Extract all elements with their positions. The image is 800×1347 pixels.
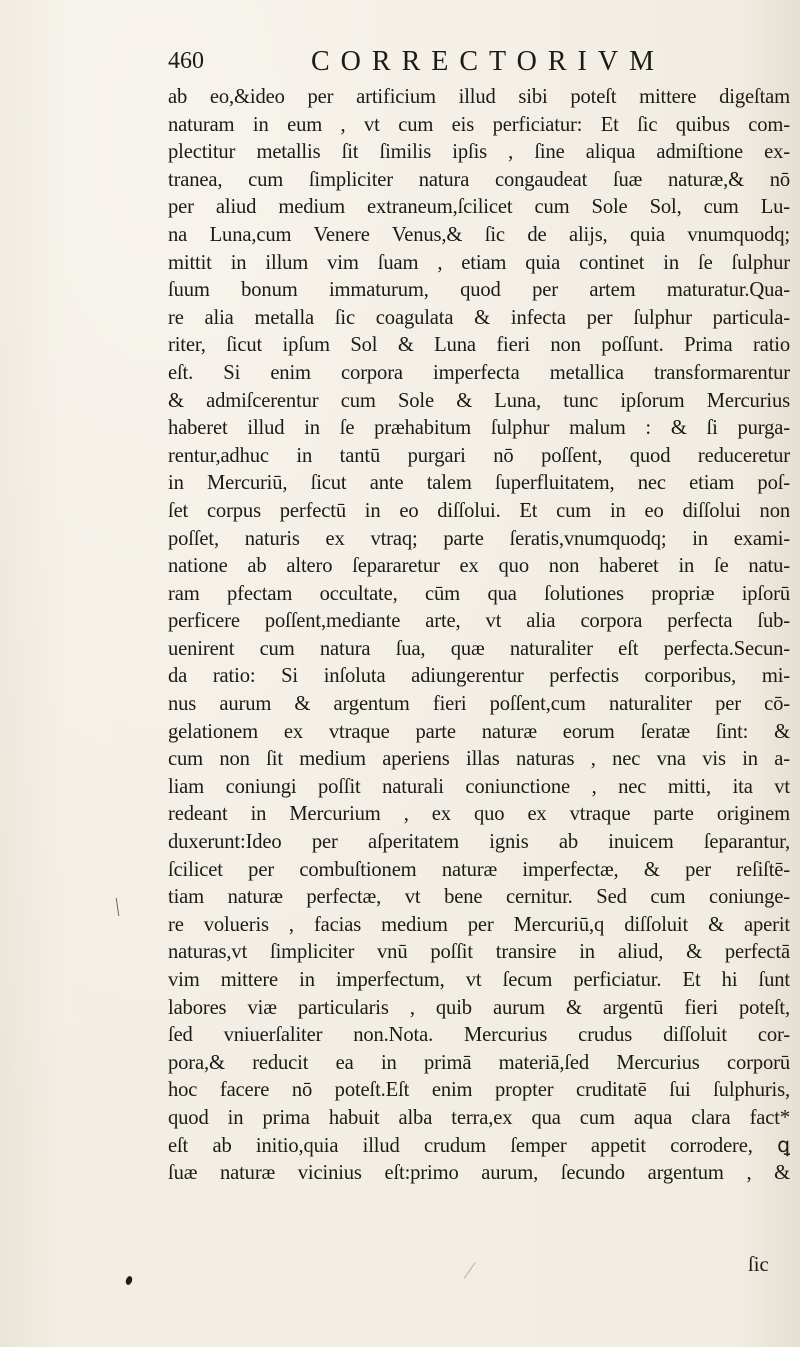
text-line: perficere poſſent,mediante arte, vt alia corpora perfecta ſub- [168, 610, 790, 633]
text-line: riter, ſicut ipſum Sol & Luna fieri non poſſunt. Prima ratio [168, 334, 790, 357]
margin-mark [116, 898, 119, 916]
text-line: gelationem ex vtraque parte naturæ eorum ſeratæ ſint: & [168, 720, 790, 743]
text-line: mittit in illum vim ſuam , etiam quia continet in ſe ſulphur [168, 251, 790, 274]
text-line: labores viæ particularis , quib aurum & argentū fieri poteſt, [168, 996, 790, 1019]
ink-blot-mark [125, 1275, 134, 1286]
text-line: nus aurum & argentum fieri poſſent,cum naturaliter per cō- [168, 693, 790, 716]
text-line: ſet corpus perfectū in eo diſſolui. Et cum in eo diſſolui non [168, 499, 790, 522]
text-line: ſuæ naturæ vicinius eſt:primo aurum, ſecundo argentum , & [168, 1162, 790, 1185]
text-line: hoc facere nō poteſt.Eſt enim propter cruditatē ſui ſulphuris, [168, 1079, 790, 1102]
text-line: quod in prima habuit alba terra,ex qua cum aqua clara fact* [168, 1106, 790, 1129]
text-line: ſed vniuerſaliter non.Nota. Mercurius crudus diſſoluit cor- [168, 1024, 790, 1047]
text-line: eſt. Si enim corpora imperfecta metallica transformarentur [168, 361, 790, 384]
ink-stroke-mark [463, 1262, 485, 1286]
catchword: ſic [748, 1254, 769, 1276]
text-line: na Luna,cum Venere Venus,& ſic de alijs, quia vnumquodq; [168, 223, 790, 246]
text-line: poſſet, naturis ex vtraq; parte ſeratis,vnumquodq; in exami- [168, 527, 790, 550]
text-line: in Mercuriū, ſicut ante talem ſuperfluitatem, nec etiam poſ- [168, 472, 790, 495]
text-line: haberet illud in ſe præhabitum ſulphur malum : & ſi purga- [168, 417, 790, 440]
text-line: duxerunt:Ideo per aſperitatem ignis ab inuicem ſeparantur, [168, 831, 790, 854]
body-text [168, 84, 790, 1188]
text-line: tranea, cum ſimpliciter natura congaudeat ſuæ naturæ,& nō [168, 168, 790, 191]
text-line: pora,& reducit ea in primā materiā,ſed Mercurius corporū [168, 1051, 790, 1074]
text-line: uenirent cum natura ſua, quæ naturaliter eſt perfecta.Secun- [168, 637, 790, 660]
running-head [168, 46, 788, 82]
text-line: re volueris , facias medium per Mercuriū,q diſſoluit & aperit [168, 913, 790, 936]
text-line: ſcilicet per combuſtionem naturæ imperfectæ, & per reſiſtē- [168, 858, 790, 881]
text-line: cum non ſit medium aperiens illas naturas , nec vna vis in a- [168, 748, 790, 771]
text-line: ab eo,&ideo per artificium illud sibi poteſt mittere digeſtam [168, 86, 790, 108]
text-line: plectitur metallis ſit ſimilis ipſis , ſine aliqua admiſtione ex- [168, 141, 790, 164]
text-line: & admiſcerentur cum Sole & Luna, tunc ipſorum Mercurius [168, 389, 790, 412]
text-line: da ratio: Si inſoluta adiungerentur perfectis corporibus, mi- [168, 665, 790, 688]
text-line: per aliud medium extraneum,ſcilicet cum Sole Sol, cum Lu- [168, 196, 790, 219]
running-title: CORRECTORIVM [311, 46, 665, 77]
text-line: tiam naturæ perfectæ, vt bene cernitur. Sed cum coniunge- [168, 886, 790, 909]
text-line: redeant in Mercurium , ex quo ex vtraque parte originem [168, 803, 790, 826]
text-line: naturam in eum , vt cum eis perficiatur: Et ſic quibus com- [168, 113, 790, 136]
text-line: eſt ab initio,quia illud crudum ſemper appetit corrodere, ꝗ [168, 1134, 790, 1157]
text-line: natione ab altero ſepararetur ex quo non haberet in ſe natu- [168, 555, 790, 578]
text-line: vim mittere in imperfectum, vt ſecum perficiatur. Et hi ſunt [168, 969, 790, 991]
page-number: 460 [168, 48, 204, 74]
text-line: re alia metalla ſic coagulata & infecta per ſulphur particula- [168, 306, 790, 329]
text-line: ram pfectam occultate, cūm qua ſolutiones propriæ ipſorū [168, 582, 790, 605]
text-line: naturas,vt ſimpliciter vnū poſſit transire in aliud, & perfectā [168, 941, 790, 964]
text-line: rentur,adhuc in tantū purgari nō poſſent, quod reduceretur [168, 444, 790, 467]
text-line: liam coniungi poſſit naturali coniunctione , nec mitti, ita vt [168, 775, 790, 798]
text-line: ſuum bonum immaturum, quod per artem maturatur.Qua- [168, 279, 790, 302]
